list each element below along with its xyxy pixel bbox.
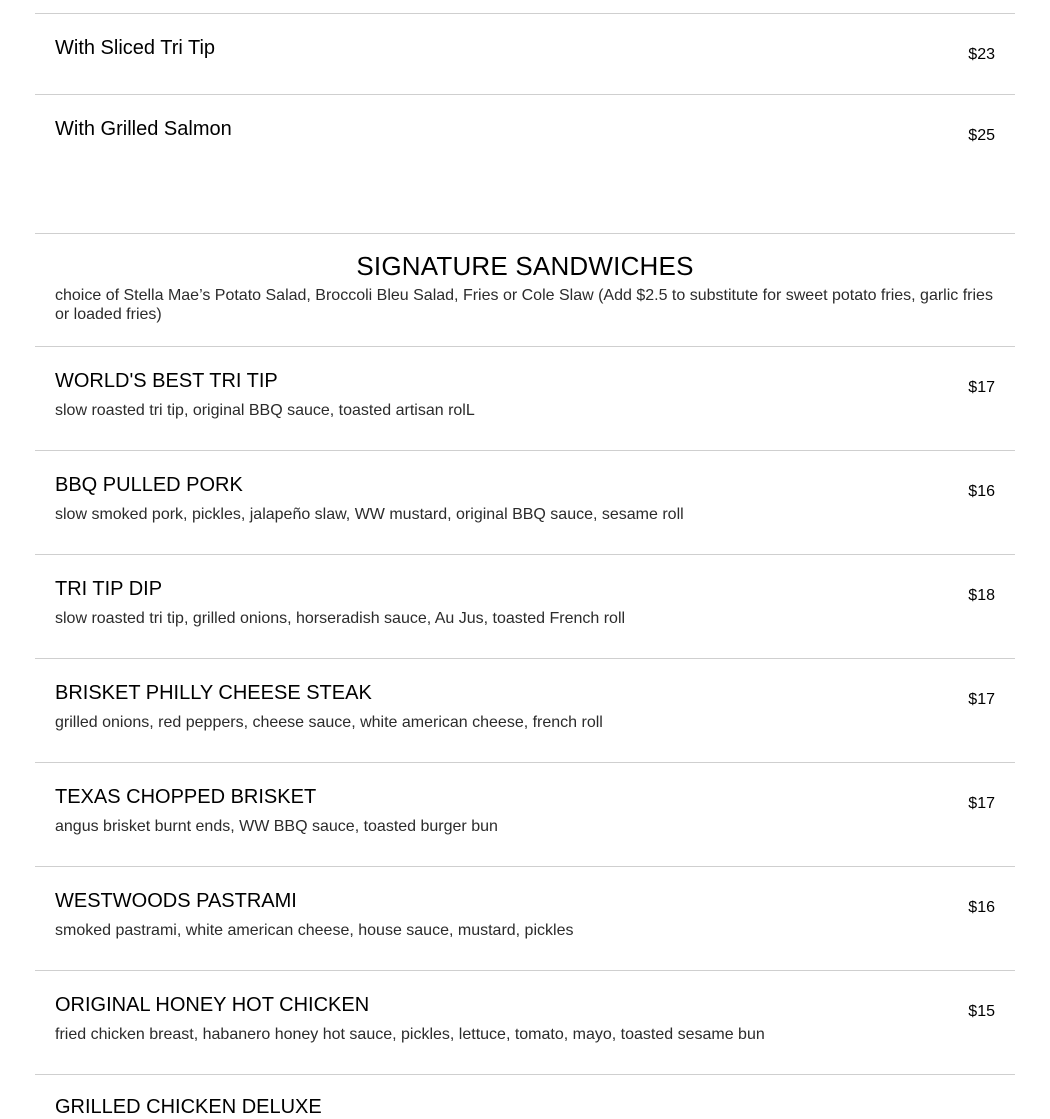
addon-price: $23 — [968, 46, 995, 63]
divider — [35, 346, 1015, 347]
item-name: ORIGINAL HONEY HOT CHICKEN — [55, 994, 370, 1016]
divider — [35, 554, 1015, 555]
item-price: $16 — [968, 899, 995, 916]
divider — [35, 1074, 1015, 1075]
item-name: TEXAS CHOPPED BRISKET — [55, 786, 317, 808]
item-description: smoked pastrami, white american cheese, house sauce, mustard, pickles — [55, 922, 574, 939]
divider — [35, 94, 1015, 95]
divider — [35, 13, 1015, 14]
addon-name: With Sliced Tri Tip — [55, 37, 216, 59]
item-price: $17 — [968, 379, 995, 396]
section-subtitle: choice of Stella Mae’s Potato Salad, Broccoli Bleu Salad, Fries or Cole Slaw (Add $2.5 to substitute for sweet potato fries, garlic fries or loaded fries) — [55, 287, 993, 323]
item-name: WORLD'S BEST TRI TIP — [55, 370, 278, 392]
item-description: angus brisket burnt ends, WW BBQ sauce, toasted burger bun — [55, 818, 498, 835]
item-name: GRILLED CHICKEN DELUXE — [55, 1096, 322, 1118]
item-description: fried chicken breast, habanero honey hot sauce, pickles, lettuce, tomato, mayo, toasted sesame bun — [55, 1026, 765, 1043]
addon-price: $25 — [968, 127, 995, 144]
item-description: grilled onions, red peppers, cheese sauce, white american cheese, french roll — [55, 714, 603, 731]
item-description: slow roasted tri tip, original BBQ sauce, toasted artisan rolL — [55, 402, 475, 419]
item-description: slow roasted tri tip, grilled onions, horseradish sauce, Au Jus, toasted French roll — [55, 610, 626, 627]
item-price: $17 — [968, 691, 995, 708]
item-name: TRI TIP DIP — [55, 578, 163, 600]
divider — [35, 762, 1015, 763]
item-price: $18 — [968, 587, 995, 604]
divider — [35, 970, 1015, 971]
divider — [35, 658, 1015, 659]
divider — [35, 450, 1015, 451]
item-name: BRISKET PHILLY CHEESE STEAK — [55, 682, 372, 704]
divider — [35, 866, 1015, 867]
item-price: $16 — [968, 483, 995, 500]
item-name: BBQ PULLED PORK — [55, 474, 243, 496]
item-price: $17 — [968, 795, 995, 812]
item-description: slow smoked pork, pickles, jalapeño slaw, WW mustard, original BBQ sauce, sesame roll — [55, 506, 684, 523]
addon-name: With Grilled Salmon — [55, 118, 232, 140]
item-name: WESTWOODS PASTRAMI — [55, 890, 297, 912]
section-title: SIGNATURE SANDWICHES — [356, 251, 694, 281]
item-price: $15 — [968, 1003, 995, 1020]
divider — [35, 233, 1015, 234]
